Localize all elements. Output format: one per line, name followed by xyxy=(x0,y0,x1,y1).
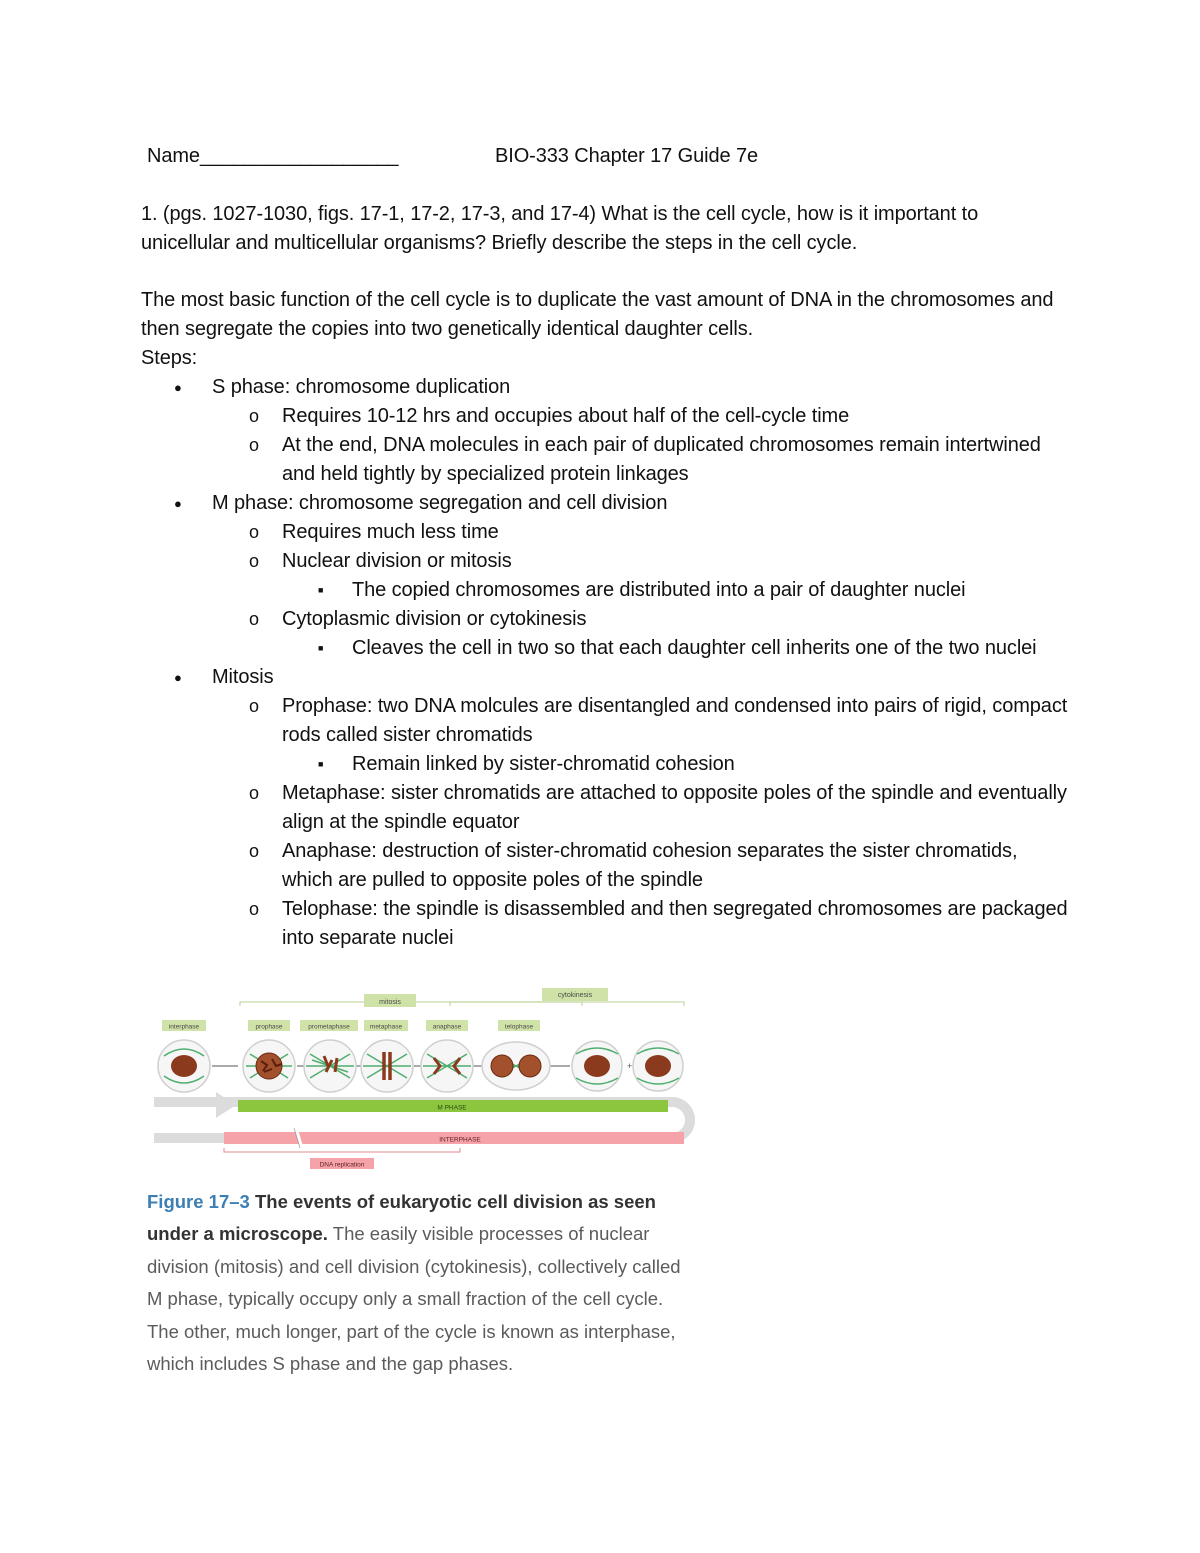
cycle-arrow-head xyxy=(216,1092,236,1118)
figure-caption-body: The easily visible processes of nuclear division (mitosis) and cell division (cytokinesis), collectively called M phase, typically occupy only a small fraction of the cell cycle. The other, much longer, part of the cycle is known as interphase, which includes S phase and the gap phases. xyxy=(147,1223,681,1375)
metaphase-cell xyxy=(361,1040,413,1092)
interphase-label: interphase xyxy=(168,1023,200,1031)
answer-1 xyxy=(141,286,1071,953)
m-phase-label: M PHASE xyxy=(437,1104,467,1112)
prometaphase-cell xyxy=(304,1040,356,1092)
list-item: ■ Remain linked by sister-chromatid cohesion xyxy=(282,750,1071,779)
list-item: o At the end, DNA molecules in each pair of duplicated chromosomes remain intertwined and held tightly by specialized protein linkages xyxy=(212,431,1071,489)
interphase-cell xyxy=(158,1040,210,1092)
list-item xyxy=(212,547,1071,605)
cytokinesis-subpoints xyxy=(282,634,1071,663)
list-item: o Anaphase: destruction of sister-chromatid cohesion separates the sister chromatids, which are pulled to opposite poles of the spindle xyxy=(212,837,1071,895)
steps-list xyxy=(141,373,1071,953)
daughter-cell-1 xyxy=(572,1041,622,1091)
list-item: o Metaphase: sister chromatids are attached to opposite poles of the spindle and eventually align at the spindle equator xyxy=(212,779,1071,837)
cell-cycle-figure xyxy=(142,984,698,1174)
cytokinesis-label: cytokinesis xyxy=(557,992,593,999)
m-phase-cytokinesis-point: Cytoplasmic division or cytokinesis xyxy=(282,608,587,630)
interphase-bar-label: INTERPHASE xyxy=(439,1136,481,1144)
figure-caption xyxy=(147,1186,692,1380)
prophase-point: Prophase: two DNA molcules are disentangled and condensed into pairs of rigid, compact rods called sister chromatids xyxy=(282,695,1068,746)
mitosis-stages xyxy=(212,692,1071,953)
mitosis-subpoints xyxy=(282,576,1071,605)
figure-number: Figure 17–3 xyxy=(147,1191,250,1212)
list-item xyxy=(212,692,1071,779)
s-phase-title: S phase: chromosome duplication xyxy=(212,376,511,398)
prophase-label: prophase xyxy=(255,1023,283,1031)
course-title: BIO-333 Chapter 17 Guide 7e xyxy=(495,145,759,167)
list-item: o Requires much less time xyxy=(212,518,1071,547)
metaphase-label: metaphase xyxy=(369,1023,403,1031)
m-phase-title: M phase: chromosome segregation and cell division xyxy=(212,492,668,514)
m-phase-mitosis-point: Nuclear division or mitosis xyxy=(282,550,512,572)
steps-label: Steps: xyxy=(141,347,198,369)
plus-sign: + xyxy=(627,1061,633,1071)
s-phase-points xyxy=(212,402,1071,489)
figure-title: The events of eukaryotic cell division as seen under a microscope. xyxy=(147,1191,656,1245)
dna-replication-bracket xyxy=(224,1148,460,1152)
list-item: o Telophase: the spindle is disassembled and then segregated chromosomes are packaged into separate nuclei xyxy=(212,895,1071,953)
anaphase-cell xyxy=(421,1040,473,1092)
list-item: ■ The copied chromosomes are distributed into a pair of daughter nuclei xyxy=(282,576,1071,605)
answer-intro: The most basic function of the cell cycle is to duplicate the vast amount of DNA in the chromosomes and then segregate the copies into two genetically identical daughter cells. xyxy=(141,289,1054,340)
anaphase-label: anaphase xyxy=(432,1023,462,1031)
prophase-subpoints xyxy=(282,750,1071,779)
list-item: ■ Cleaves the cell in two so that each daughter cell inherits one of the two nuclei xyxy=(282,634,1071,663)
list-item-s-phase xyxy=(141,373,1071,489)
dna-replication-label: DNA replication xyxy=(319,1161,365,1169)
daughter-cell-2 xyxy=(633,1041,683,1091)
header xyxy=(147,142,1047,172)
list-item xyxy=(212,605,1071,663)
prometaphase-label: prometaphase xyxy=(308,1023,350,1031)
telophase-label: telophase xyxy=(504,1023,534,1031)
mitosis-title: Mitosis xyxy=(212,666,274,688)
name-field-label: Name__________________ xyxy=(147,145,399,167)
prophase-cell xyxy=(243,1040,295,1092)
list-item-mitosis xyxy=(141,663,1071,953)
telophase-cell xyxy=(482,1042,550,1090)
m-phase-points xyxy=(212,518,1071,663)
cytokinesis-bracket xyxy=(450,1002,684,1006)
list-item-m-phase xyxy=(141,489,1071,663)
list-item: o Requires 10-12 hrs and occupies about half of the cell-cycle time xyxy=(212,402,1071,431)
question-1: 1. (pgs. 1027-1030, figs. 17-1, 17-2, 17-3, and 17-4) What is the cell cycle, how is it important to unicellular and multicellular organisms? Briefly describe the steps in the cell cycle. xyxy=(141,203,979,254)
mitosis-label: mitosis xyxy=(379,999,401,1006)
cell-cycle-diagram xyxy=(142,984,698,1174)
